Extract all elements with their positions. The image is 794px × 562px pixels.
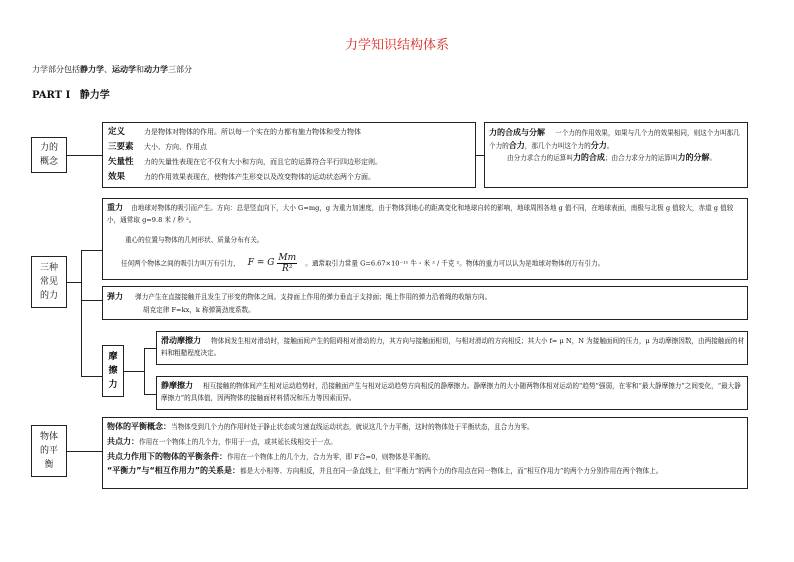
gravity-title: 重力 [107,203,123,212]
intro-kinematics: 运动学 [112,65,136,74]
concept-row-elements [108,142,207,152]
concept-row-definition [108,127,361,137]
connector [67,282,81,283]
composition-text: ，那几个力叫这个力的 [524,141,591,150]
concept-box [102,122,476,188]
three-forces-label-box [31,256,67,308]
formula-lhs: F = G [247,258,275,268]
gravity-text: 。通常取引力常量 G=6.67×10⁻¹¹ 牛・米 ² / 千克 ²。物体的重力可以认为是地球对物体的万有引力。 [305,259,605,268]
friction-label-3: 力 [108,380,118,390]
equilibrium-text: 都是大小相等、方向相反，并且在同一条直线上，但“平衡力”的两个力的作用点在同一物体上，而“相互作用力”的两个力分别作用在两个物体上。 [240,467,663,475]
concept-key: 效果 [108,172,126,182]
concept-key: 矢量性 [108,157,134,167]
formula-fraction [277,253,297,274]
gravity-text: 重心的位置与物体的几何形状、质量分布有关。 [125,236,264,244]
concept-label-2: 概念 [39,157,58,167]
connector [81,250,82,376]
concept-label-box [31,137,67,173]
part-name: 静力学 [79,90,110,101]
resultant-force: 合力 [508,140,525,150]
connector [144,348,156,349]
page-title: 力学知识结构体系 [344,38,449,53]
composition-para [489,127,745,165]
static-friction-box [156,376,748,410]
concept-row-effect [108,172,375,182]
elastic-text: 弹力产生在直接接触并且发生了形变的物体之间。支持面上作用的弹力垂直于支持面；绳上作用的弹力沿着绳的收缩方向。 [135,293,492,301]
concept-key: 三要素 [108,142,134,152]
connector [144,348,145,394]
formula-denominator: R² [282,263,293,274]
composition-text: 。 [606,141,614,150]
composition-text: 一个力的作用效果，如果与几个力的效果相同，则这个力叫那几个力的 [489,129,740,150]
gravity-para-3 [121,251,743,276]
elastic-para-1 [107,291,743,304]
equilibrium-para-4 [107,465,743,478]
sliding-friction-para [161,335,745,359]
intro-statics: 静力学 [80,65,104,74]
concept-text: 力的作用效果表现在，使物体产生形变以及改变物体的运动状态两个方面。 [144,173,375,181]
equilibrium-para-3 [107,451,743,464]
static-friction-para [161,380,745,404]
equilibrium-label-2: 的平 [39,446,58,456]
composition-box [484,122,748,188]
concept-text: 力是物体对物体的作用。所以每一个实在的力都有施力物体和受力物体 [144,128,361,136]
composition-text: ；由合力求分力的运算叫 [604,154,678,162]
gravity-para-2 [125,235,725,247]
intro-dynamics: 动力学 [144,65,168,74]
formula-numerator: Mm [278,252,297,263]
equilibrium-concept-title: 物体的平衡概念： [107,422,171,431]
concept-label-1: 力的 [39,143,58,153]
elastic-text: 胡克定律 F=kx，k 称弹簧劲度系数。 [143,306,255,314]
elastic-title: 弹力 [107,292,123,301]
intro-prefix: 力学部分包括 [32,65,80,74]
force-decomposition: 力的分解 [677,153,710,162]
intro-line [32,64,192,75]
intro-suffix: 三部分 [168,65,192,74]
gravity-para-1 [107,202,743,226]
sliding-friction-box [156,331,748,365]
equilibrium-text: 当物体受到几个力的作用时处于静止状态或匀速直线运动状态，就说这几个力平衡，这时的物体处于平衡状态，且合力为零。 [171,423,534,431]
part-heading [32,86,110,101]
part-label: PART I [32,90,71,101]
gravity-box [102,198,748,280]
concept-key: 定义 [108,127,126,137]
equilibrium-label-1: 物体 [39,432,58,442]
connector [67,451,102,452]
connector [81,376,102,377]
three-forces-label-1: 三种 [39,263,58,273]
connector [124,371,144,372]
friction-label-box [102,345,124,397]
concept-text: 力的矢量性表现在它不仅有大小和方向，而且它的运算符合平行四边形定则。 [144,158,382,166]
equilibrium-label-3: 衡 [44,460,54,470]
connector [81,300,102,301]
friction-label-2: 擦 [108,366,118,376]
component-force: 分力 [590,140,607,150]
friction-label-1: 摩 [108,352,118,362]
gravity-text: 任何两个物体之间的吸引力叫万有引力， [121,259,240,268]
sliding-friction-title: 滑动摩擦力 [161,336,201,345]
intro-and: 和 [136,65,144,74]
connector [476,155,484,156]
equilibrium-label-box [31,425,67,477]
composition-text: 由分力求合力的运算叫 [507,154,573,162]
connector [144,394,156,395]
three-forces-label-3: 的力 [39,291,58,301]
concept-text: 大小、方向、作用点 [144,143,207,151]
composition-title: 力的合成与分解 [489,128,545,137]
equilibrium-condition-title: 共点力作用下的物体的平衡条件： [107,452,227,461]
equilibrium-text: 作用在一个物体上的几个力，合力为零，即 F合=0，则物体是平衡的。 [227,453,435,461]
connector [81,250,102,251]
force-composition: 力的合成 [572,153,605,162]
static-friction-title: 静摩擦力 [161,381,193,390]
equilibrium-box [102,417,748,489]
equilibrium-para-2 [107,436,743,449]
composition-text: 。 [709,154,717,162]
intro-sep: 、 [104,65,112,74]
gravity-text: 由地球对物体的吸引而产生。方向：总是竖直向下，大小 G=mg，g 为重力加速度，由于物体到地心的距离变化和地球自转的影响，地球周围各地 g 值不同，在地球表面，南极与北极 g 值较大，赤道 g 值较小，通常取 g=9.8 米 / 秒 ²。 [107,204,734,224]
static-friction-text: 相互接触的物体间产生相对运动趋势时，沿接触面产生与相对运动趋势方向相反的静摩擦力。静摩擦力的大小随两物体相对运动的“趋势”强弱，在零和“最大静摩擦力”之间变化，“最大静摩擦力”的具体值，因两物体的接触面材料情况和压力等因素而异。 [161,382,741,402]
concurrent-force-title: 共点力： [107,437,139,446]
sliding-friction-text: 物体间发生相对滑动时，接触面间产生的阻碍相对滑动的力，其方向与接触面相切，与相对滑动的方向相反；其大小 f= μ N，N 为接触面间的压力，μ 为动摩擦因数，由两接触面的材料和粗糙程度决定。 [161,337,745,357]
elastic-box [102,286,748,320]
concept-row-vector [108,157,382,167]
equilibrium-text: 作用在一个物体上的几个力，作用于一点，或其延长线相交于一点。 [139,438,337,446]
equilibrium-para-1 [107,421,743,434]
connector [67,155,102,156]
elastic-para-2 [143,305,743,317]
three-forces-label-2: 常见 [39,277,58,287]
gravitation-formula [248,251,297,276]
balance-vs-interaction-title: “平衡力”与“相互作用力”的关系是： [107,466,241,475]
